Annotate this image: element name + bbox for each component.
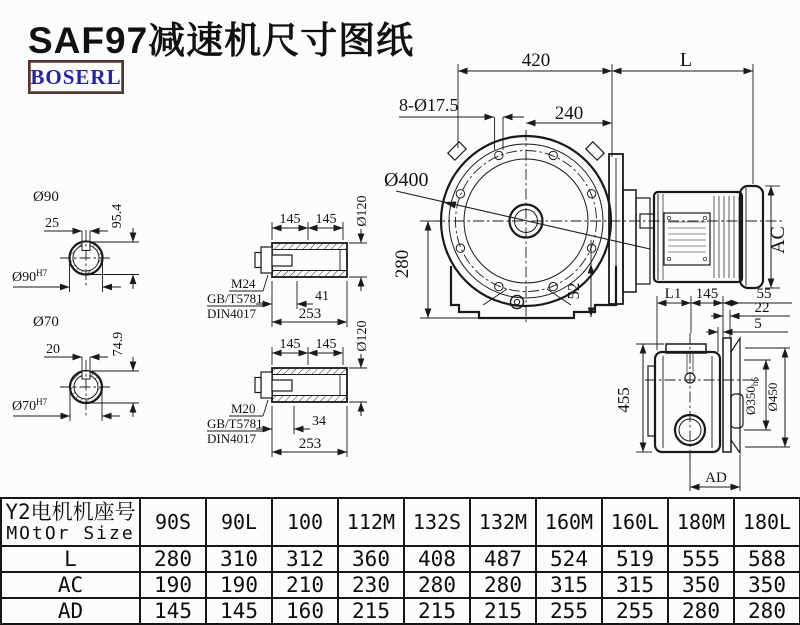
v70-dim-20: 20 [46, 342, 60, 357]
table-header-motor-size [1, 498, 140, 546]
cell-L-160M: 524 [536, 546, 602, 572]
col-header-180M: 180M [668, 498, 734, 546]
cell-AD-180L: 280 [734, 598, 800, 624]
hs2-dim-253: 253 [298, 436, 322, 452]
dim-AC-label: AC [767, 226, 789, 254]
dim-bolt-holes-label: 8-Ø17.5 [399, 95, 459, 115]
hs2-std1-label: GB/T5781 [207, 416, 263, 431]
col-header-132S: 132S [404, 498, 470, 546]
hs2-dim-34: 34 [312, 414, 326, 429]
row-label-AD: AD [1, 598, 140, 624]
cell-AC-90L: 190 [206, 572, 272, 598]
cell-AC-112M: 230 [338, 572, 404, 598]
cell-AD-180M: 280 [668, 598, 734, 624]
cell-AC-132M: 280 [470, 572, 536, 598]
hs1-std2-label: DIN4017 [207, 306, 257, 321]
v70-bore-dim: $Ø70^{H7}$ [12, 397, 48, 414]
hs2-dim-145a: 145 [279, 337, 301, 352]
v90-bore-dim: $Ø90^{H7}$ [12, 268, 48, 285]
row-label-AC: AC [1, 572, 140, 598]
table-row-AC [1, 572, 800, 598]
dim-240-label: 240 [554, 103, 584, 124]
dim-145-side-label: 145 [695, 286, 719, 302]
dim-52-label: 52 [564, 282, 583, 300]
col-header-132M: 132M [470, 498, 536, 546]
row-label-L: L [1, 546, 140, 572]
cell-AD-132S: 215 [404, 598, 470, 624]
hs2-std2-label: DIN4017 [207, 431, 257, 446]
dim-55-label: 55 [756, 286, 772, 302]
col-header-90L: 90L [206, 498, 272, 546]
table-header-row [1, 498, 800, 546]
cell-AC-180L: 350 [734, 572, 800, 598]
v70-dim-749: 74.9 [111, 331, 126, 357]
table-row-L [1, 546, 800, 572]
cell-AD-132M: 215 [470, 598, 536, 624]
dim-L-label: L [679, 49, 693, 71]
front-view-geometry [434, 130, 783, 323]
hs1-std1-label: GB/T5781 [207, 291, 263, 306]
dim-420-label: 420 [521, 50, 551, 71]
hs1-thread-label: M24 [231, 276, 256, 291]
side-view-dimensions [614, 286, 792, 491]
col-header-160L: 160L [602, 498, 668, 546]
cell-AC-180M: 350 [668, 572, 734, 598]
hollow-shaft-lower [207, 320, 370, 457]
cell-AC-160L: 315 [602, 572, 668, 598]
cell-AD-90L: 145 [206, 598, 272, 624]
dim-d400-label: Ø400 [384, 169, 429, 191]
table-header-cn: Y2电机机座号 [5, 499, 136, 524]
hs2-dim-145b: 145 [315, 337, 337, 352]
v90-dim-25: 25 [45, 216, 59, 231]
col-header-160M: 160M [536, 498, 602, 546]
col-header-100: 100 [272, 498, 338, 546]
cell-L-112M: 360 [338, 546, 404, 572]
cell-AD-112M: 215 [338, 598, 404, 624]
dim-22-label: 22 [754, 300, 770, 316]
hollow-shaft-upper [207, 195, 370, 327]
v90-title: Ø90 [33, 189, 59, 205]
dim-5-label: 5 [754, 316, 762, 332]
shaft-end-view-70 [12, 314, 139, 421]
hs1-dim-145b: 145 [315, 212, 337, 227]
table-row-AD [1, 598, 800, 624]
cell-L-160L: 519 [602, 546, 668, 572]
cell-L-90S: 280 [140, 546, 206, 572]
hs1-dim-41: 41 [315, 289, 329, 304]
table-header-en: MOtOr Size [6, 522, 135, 544]
dim-L1-label: L1 [664, 286, 682, 302]
col-header-180L: 180L [734, 498, 800, 546]
front-view-dimensions [384, 49, 789, 318]
brand-logo-text: BOSERL [30, 64, 122, 89]
cell-AC-132S: 280 [404, 572, 470, 598]
col-header-90S: 90S [140, 498, 206, 546]
cell-AC-160M: 315 [536, 572, 602, 598]
col-header-112M: 112M [338, 498, 404, 546]
cell-AC-100: 210 [272, 572, 338, 598]
hs1-dim-145a: 145 [279, 212, 301, 227]
hs2-thread-label: M20 [231, 401, 256, 416]
dim-280-label: 280 [392, 249, 413, 279]
shaft-end-view-90 [12, 189, 139, 292]
cell-AD-160M: 255 [536, 598, 602, 624]
cell-AD-100: 160 [272, 598, 338, 624]
page-title: SAF97减速机尺寸图纸 [28, 20, 415, 61]
cell-L-90L: 310 [206, 546, 272, 572]
cell-AD-160L: 255 [602, 598, 668, 624]
cell-L-132M: 487 [470, 546, 536, 572]
cell-L-180L: 588 [734, 546, 800, 572]
v70-title: Ø70 [33, 314, 59, 330]
dim-d450-label: Ø450 [765, 382, 780, 412]
cell-L-100: 312 [272, 546, 338, 572]
v90-dim-954: 95.4 [110, 203, 125, 229]
cell-L-132S: 408 [404, 546, 470, 572]
cell-AC-90S: 190 [140, 572, 206, 598]
dim-d350-label: $Ø350_{h6}$ [743, 377, 760, 415]
hs1-dim-d120: Ø120 [355, 195, 370, 227]
dim-455-label: 455 [614, 387, 633, 413]
dim-AD-label: AD [705, 470, 727, 486]
cell-AD-90S: 145 [140, 598, 206, 624]
hs1-dim-253: 253 [298, 306, 322, 322]
cell-L-180M: 555 [668, 546, 734, 572]
hs2-dim-d120: Ø120 [355, 320, 370, 352]
dimension-table [0, 497, 800, 625]
